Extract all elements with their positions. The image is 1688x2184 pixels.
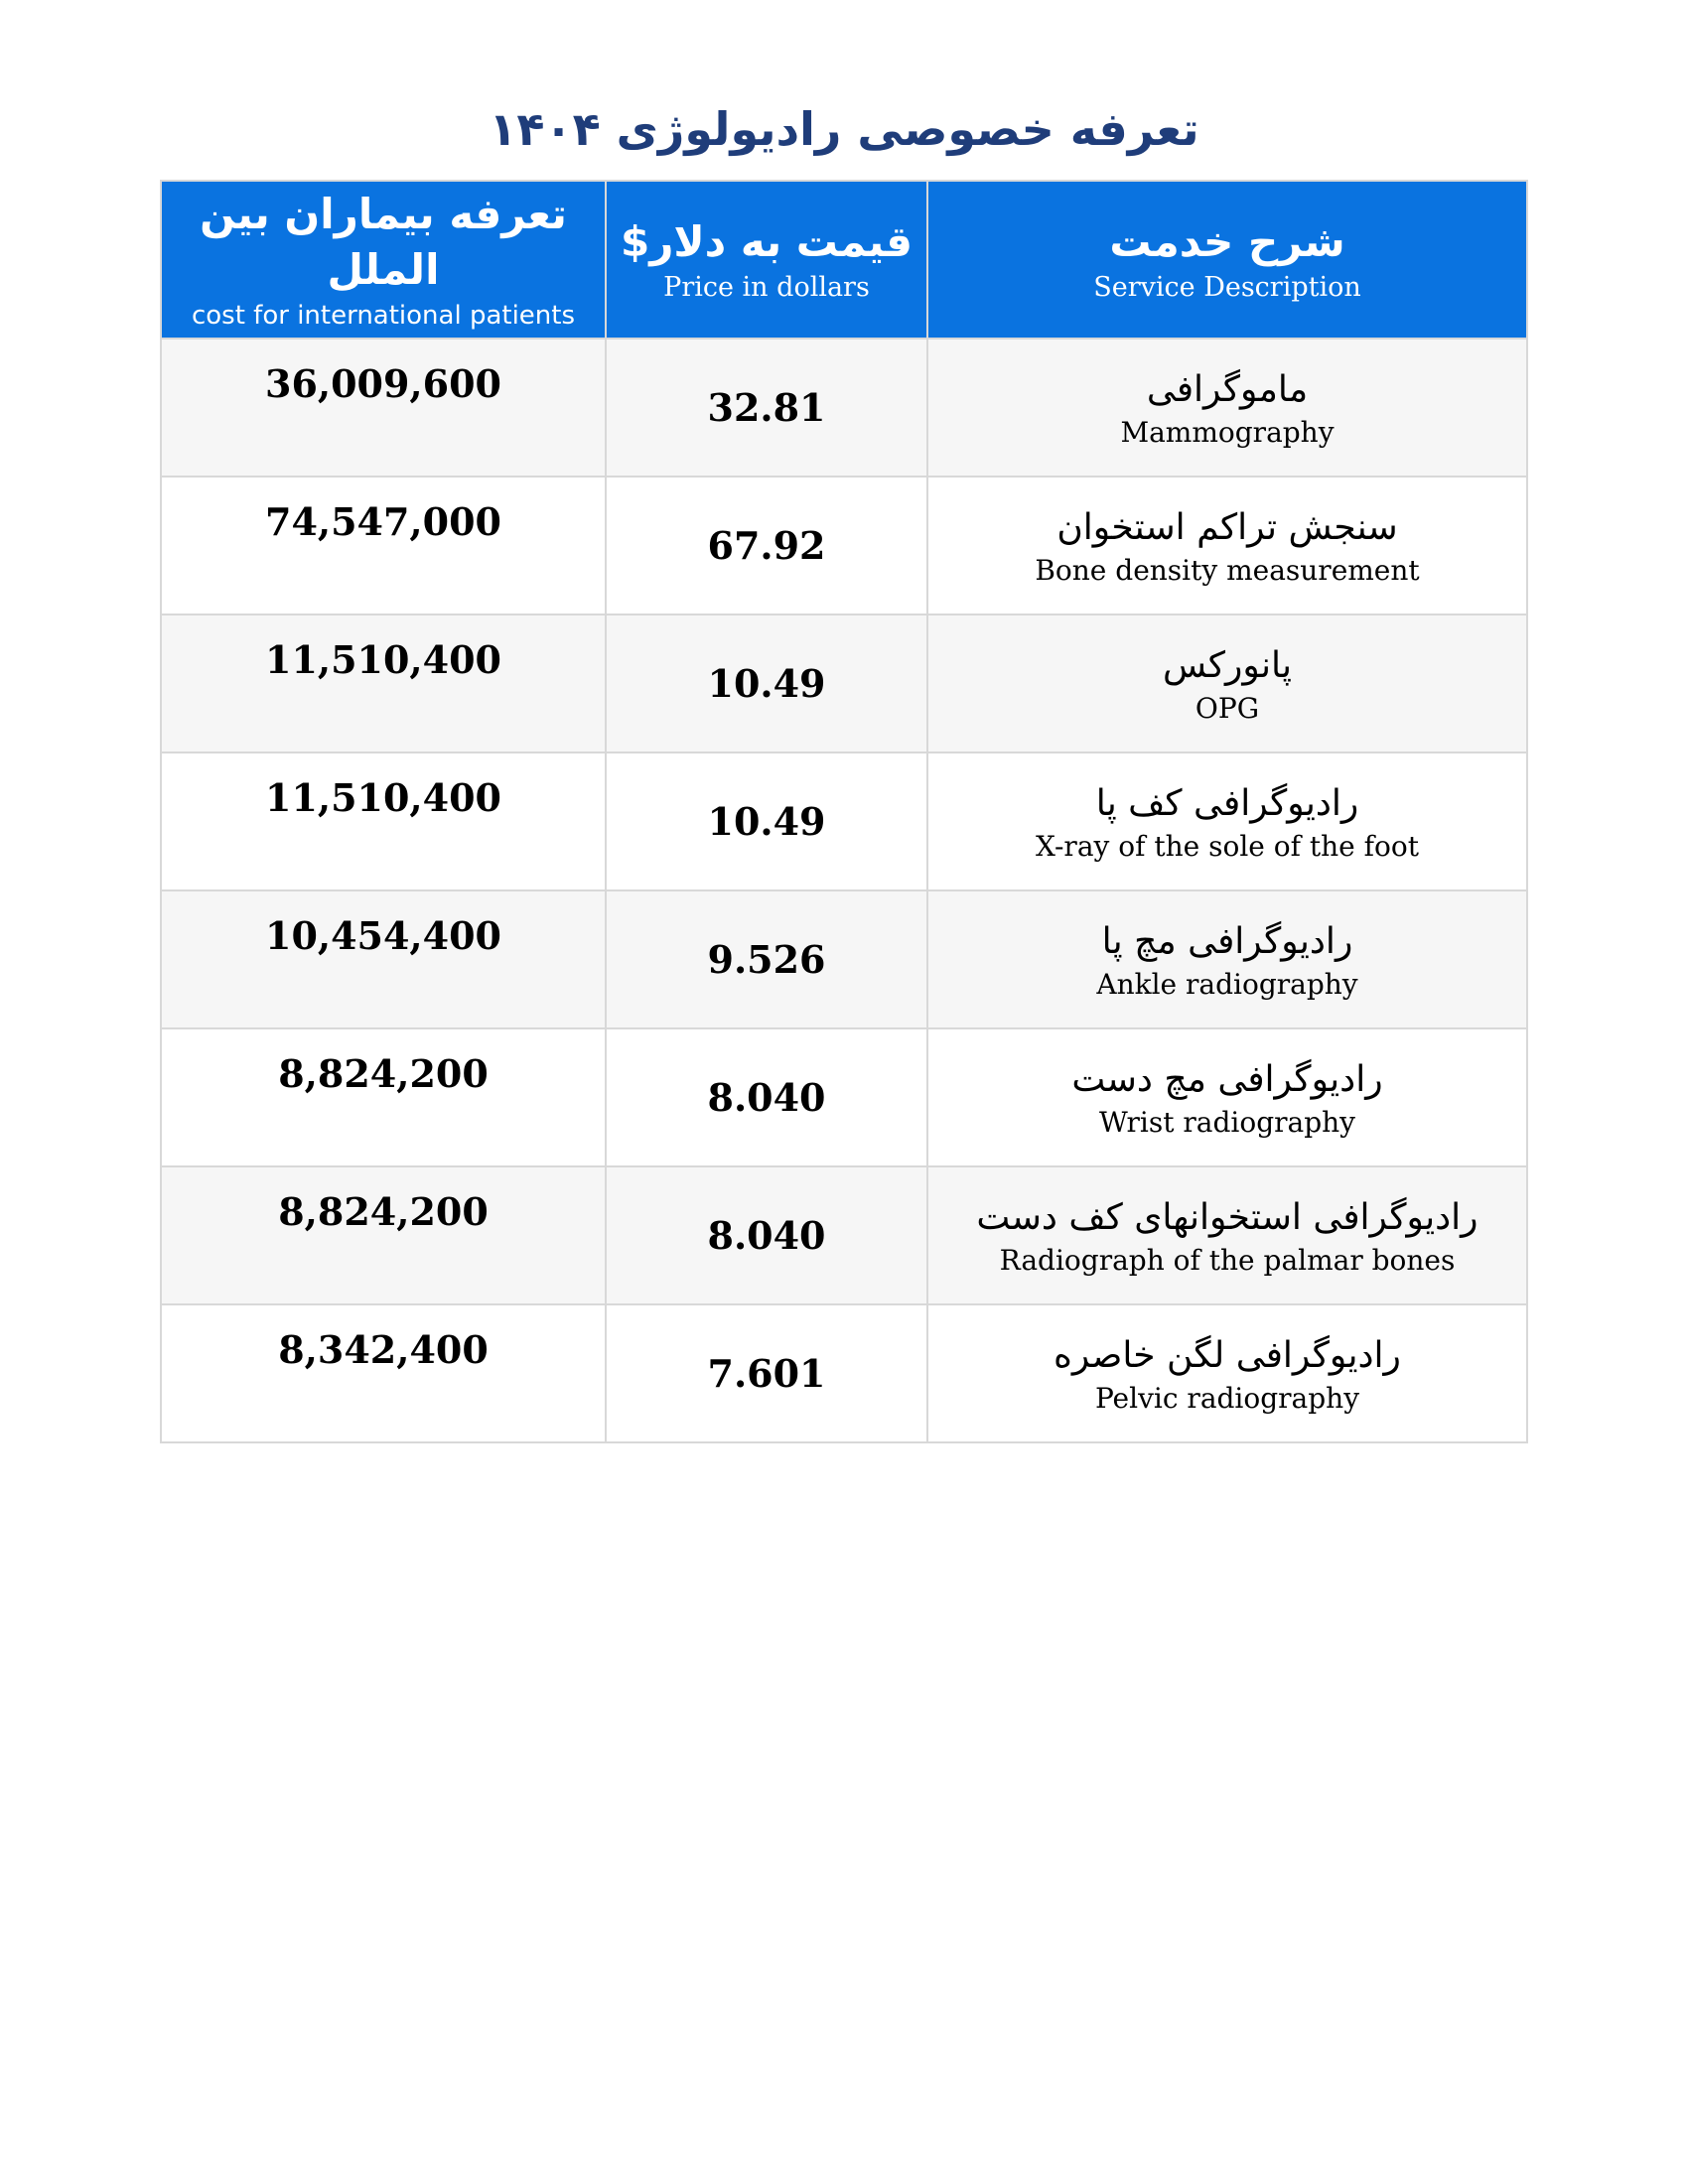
price-cell: 7.601 bbox=[606, 1304, 927, 1442]
table-row bbox=[161, 1166, 1527, 1304]
header-price-en: Price in dollars bbox=[663, 271, 870, 303]
table-row bbox=[161, 1304, 1527, 1442]
description-cell: رادیوگرافی کف پا X-ray of the sole of the foot bbox=[927, 752, 1527, 890]
price-cell: 32.81 bbox=[606, 339, 927, 477]
header-desc-en: Service Description bbox=[1093, 271, 1361, 303]
header-cost-fa: تعرفه بیماران بین الملل bbox=[200, 189, 567, 294]
header-price-fa: قیمت به دلار$ bbox=[621, 216, 913, 266]
cost-cell: 74,547,000 bbox=[161, 477, 606, 614]
cost-cell: 8,824,200 bbox=[161, 1166, 606, 1304]
description-cell: رادیوگرافی مچ پا Ankle radiography bbox=[927, 890, 1527, 1028]
description-cell: پانورکس OPG bbox=[927, 614, 1527, 752]
table-row bbox=[161, 752, 1527, 890]
table-row bbox=[161, 1028, 1527, 1166]
header-price-dollars bbox=[606, 181, 927, 339]
cost-cell: 8,824,200 bbox=[161, 1028, 606, 1166]
price-cell: 67.92 bbox=[606, 477, 927, 614]
header-desc-fa: شرح خدمت bbox=[1109, 216, 1345, 266]
header-cost-en: cost for international patients bbox=[191, 300, 576, 331]
table-row bbox=[161, 614, 1527, 752]
description-cell: رادیوگرافی لگن خاصره Pelvic radiography bbox=[927, 1304, 1527, 1442]
cost-cell: 11,510,400 bbox=[161, 614, 606, 752]
description-cell: ماموگرافی Mammography bbox=[927, 339, 1527, 477]
price-cell: 8.040 bbox=[606, 1166, 927, 1304]
header-international-cost bbox=[161, 181, 606, 339]
page-title: تعرفه خصوصی رادیولوژی ۱۴۰۴ bbox=[489, 102, 1199, 156]
cost-cell: 11,510,400 bbox=[161, 752, 606, 890]
table-row bbox=[161, 477, 1527, 614]
table-header-row bbox=[161, 181, 1527, 339]
price-cell: 10.49 bbox=[606, 752, 927, 890]
table-row bbox=[161, 339, 1527, 477]
description-cell: سنجش تراکم استخوان Bone density measurement bbox=[927, 477, 1527, 614]
cost-cell: 10,454,400 bbox=[161, 890, 606, 1028]
price-cell: 9.526 bbox=[606, 890, 927, 1028]
cost-cell: 36,009,600 bbox=[161, 339, 606, 477]
description-cell: رادیوگرافی استخوانهای کف دست Radiograph of the palmar bones bbox=[927, 1166, 1527, 1304]
cost-cell: 8,342,400 bbox=[161, 1304, 606, 1442]
header-service-description bbox=[927, 181, 1527, 339]
price-cell: 8.040 bbox=[606, 1028, 927, 1166]
tariff-table bbox=[160, 180, 1528, 1443]
price-cell: 10.49 bbox=[606, 614, 927, 752]
table-row bbox=[161, 890, 1527, 1028]
description-cell: رادیوگرافی مچ دست Wrist radiography bbox=[927, 1028, 1527, 1166]
